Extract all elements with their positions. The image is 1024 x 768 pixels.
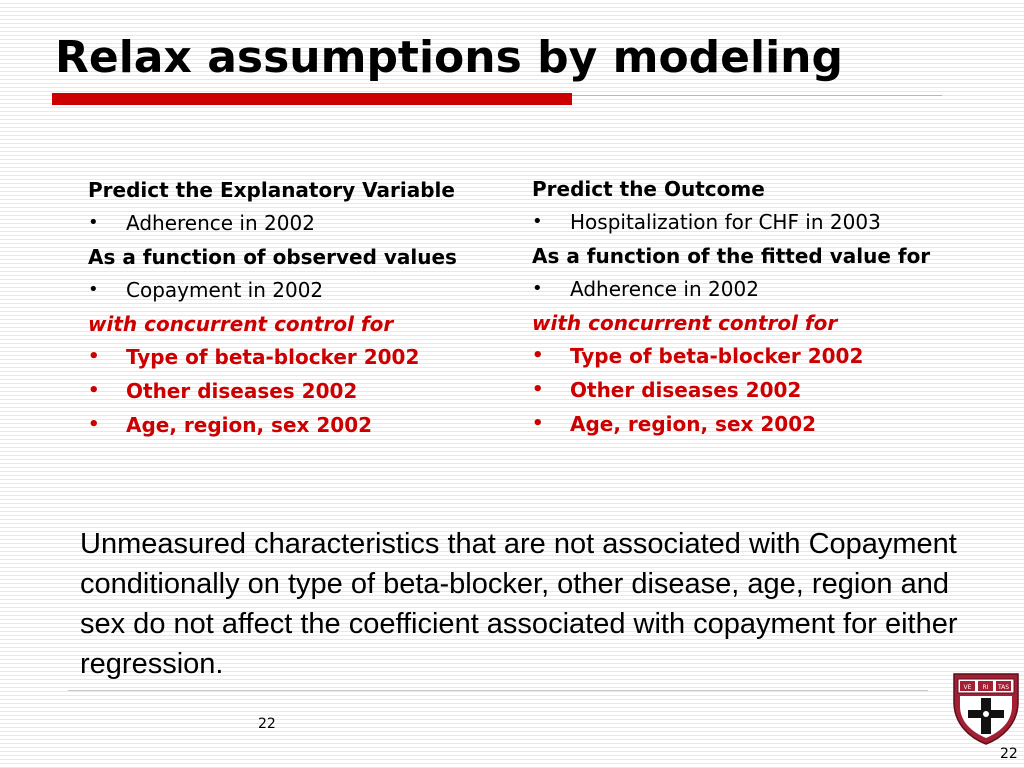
left-heading: Predict the Explanatory Variable [88,178,455,202]
bullet-icon: • [88,212,99,233]
list-item [88,412,518,438]
bullet-icon: • [532,413,544,434]
logo-text-2: RI [982,684,989,691]
list-item [532,411,972,437]
summary-paragraph: Unmeasured characteristics that are not associated with Copayment conditionally on type of beta-blocker, other disease, age, region and sex do not affect the coefficient associated with copayment for either regression. [80,528,958,680]
list-item-label: Adherence in 2002 [126,211,315,235]
bullet-icon: • [532,379,544,400]
page-number-center: 22 [258,716,276,732]
list-item [88,344,518,370]
list-item [88,210,518,236]
bullet-icon: • [532,278,543,299]
left-control-list [88,344,518,438]
list-item-label: Other diseases 2002 [570,378,802,402]
right-control-heading: with concurrent control for [532,311,838,335]
page-number-right: 22 [1000,746,1018,762]
bullet-icon: • [88,414,100,435]
bullet-icon: • [532,211,543,232]
right-function-list [532,276,972,302]
bullet-icon: • [88,279,99,300]
logo-text-3: TAS [997,684,1010,691]
list-item [532,209,972,235]
right-heading: Predict the Outcome [532,177,765,201]
left-control-heading: with concurrent control for [88,312,394,336]
harvard-shield-icon [952,672,1020,746]
bullet-icon: • [88,346,100,367]
list-item-label: Age, region, sex 2002 [126,413,373,437]
list-item-label: Type of beta-blocker 2002 [126,345,420,369]
title-accent-bar [52,93,572,105]
list-item-label: Adherence in 2002 [570,277,759,301]
list-item-label: Copayment in 2002 [126,278,324,302]
title-divider-line [572,95,942,96]
bullet-icon: • [532,345,544,366]
list-item [532,343,972,369]
logo-text-1: VE [963,684,972,691]
list-item-label: Type of beta-blocker 2002 [570,344,864,368]
left-heading-list [88,210,518,236]
list-item [88,378,518,404]
slide-title: Relax assumptions by modeling [55,32,844,83]
left-function-heading: As a function of observed values [88,245,457,269]
list-item [532,377,972,403]
left-function-list [88,277,518,303]
list-item-label: Hospitalization for CHF in 2003 [570,210,881,234]
bullet-icon: • [88,380,100,401]
left-column [88,177,518,446]
right-heading-list [532,209,972,235]
right-control-list [532,343,972,437]
list-item-label: Other diseases 2002 [126,379,358,403]
footer-divider-line [68,690,928,691]
right-function-heading: As a function of the fitted value for [532,244,931,268]
list-item [532,276,972,302]
list-item [88,277,518,303]
right-column [532,176,972,445]
list-item-label: Age, region, sex 2002 [570,412,817,436]
